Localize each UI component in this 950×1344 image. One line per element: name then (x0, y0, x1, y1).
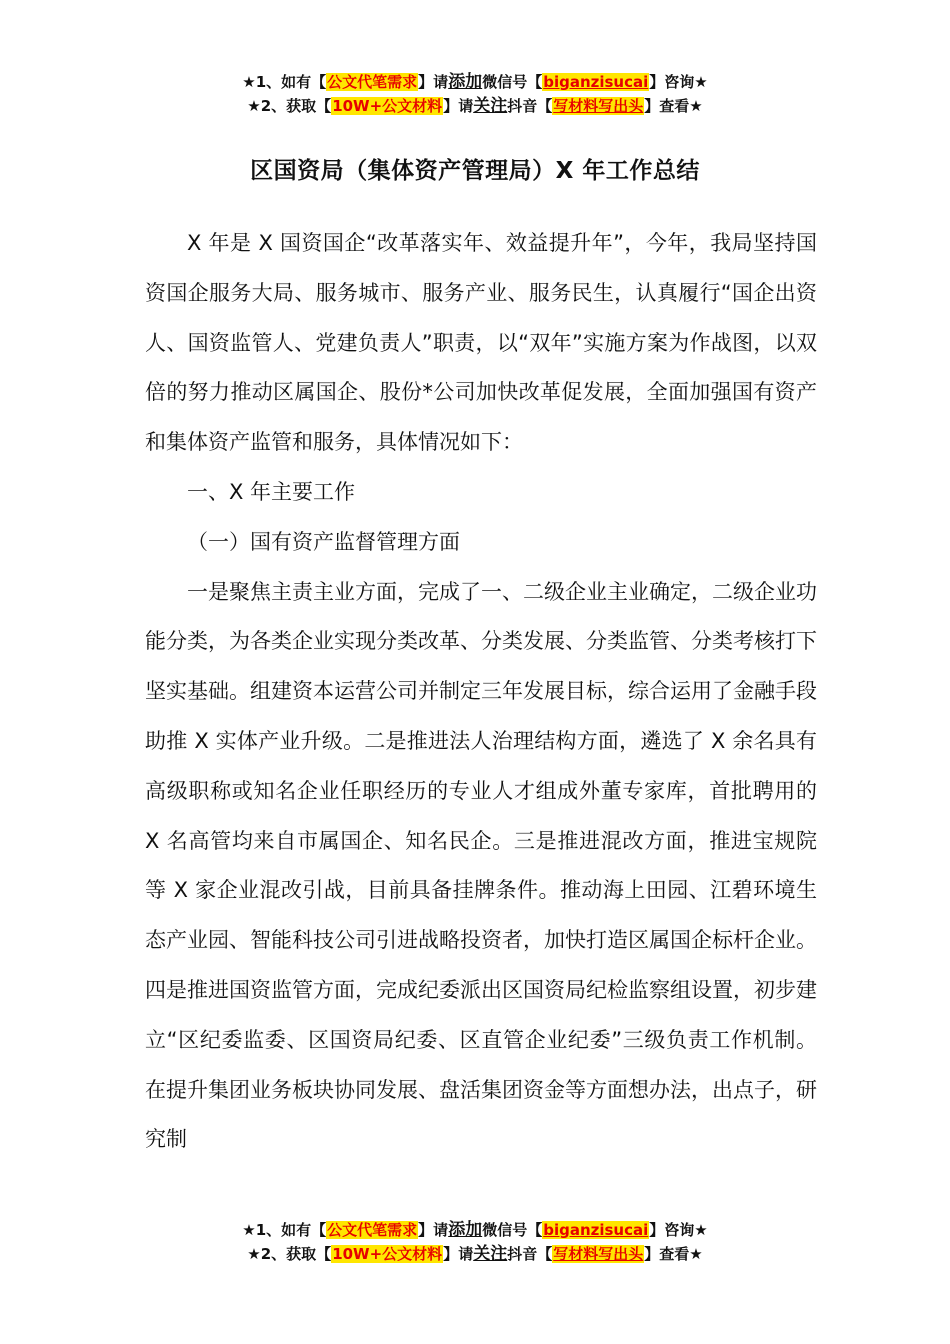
douyin-account: 写材料写出头 (553, 1245, 644, 1263)
section-heading: 一、X 年主要工作 (187, 479, 356, 504)
promo-text: 】咨询 (649, 73, 695, 91)
promo-highlight: 10W+公文材料 (332, 1245, 443, 1263)
document-body (145, 219, 817, 1165)
promo-banner-bottom (0, 1218, 950, 1266)
promo-text: 微信号【 (482, 73, 543, 91)
promo-text: 1、如有【 (255, 1221, 327, 1239)
promo-underline: 添加 (448, 72, 483, 92)
promo-text: 微信号【 (482, 1221, 543, 1239)
promo-text: 1、如有【 (255, 73, 327, 91)
star-icon: ★ (242, 1221, 256, 1239)
promo-text: 抖音【 (507, 97, 553, 115)
promo-highlight: 10W+公文材料 (332, 97, 443, 115)
star-icon: ★ (689, 1245, 703, 1263)
star-icon: ★ (689, 97, 703, 115)
document-title: 区国资局（集体资产管理局）X 年工作总结 (250, 158, 700, 184)
promo-line-2 (0, 94, 950, 118)
promo-highlight: 公文代笔需求 (327, 73, 418, 91)
promo-text: 】查看 (644, 1245, 690, 1263)
promo-text: 2、获取【 (260, 1245, 332, 1263)
douyin-account: 写材料写出头 (553, 97, 644, 115)
promo-line-1 (0, 70, 950, 94)
promo-underline: 关注 (473, 1244, 508, 1264)
promo-text: 】请 (418, 73, 449, 91)
wechat-id: biganzisucai (543, 1221, 649, 1239)
promo-text: 】咨询 (649, 1221, 695, 1239)
promo-text: 】查看 (644, 97, 690, 115)
promo-banner-top (0, 70, 950, 118)
promo-line-2 (0, 1242, 950, 1266)
subsection-heading: （一）国有资产监督管理方面 (187, 529, 460, 554)
star-icon: ★ (694, 1221, 708, 1239)
promo-line-1 (0, 1218, 950, 1242)
promo-underline: 关注 (473, 96, 508, 116)
body-paragraph: 一是聚焦主责主业方面，完成了一、二级企业主业确定，二级企业功能分类，为各类企业实现分类改革、分类发展、分类监管、分类考核打下坚实基础。组建资本运营公司并制定三年发展目标，综合运用了金融手段助推 X 实体产业升级。二是推进法人治理结构方面，遴选了 X 余名具有高级职称或知名企业任职经历的专业人才组成外董专家库，首批聘用的 X 名高管均来自市属国企、知名民企。三是推进混改方面，推进宝规院等 X 家企业混改引战，目前具备挂牌条件。推动海上田园、江碧环境生态产业园、智能科技公司引进战略投资者，加快打造区属国企标杆企业。四是推进国资监管方面，完成纪委派出区国资局纪检监察组设置，初步建立“区纪委监委、区国资局纪委、区直管企业纪委”三级负责工作机制。在提升集团业务板块协同发展、盘活集团资金等方面想办法，出点子，研究制 (145, 579, 817, 1152)
promo-text: 2、获取【 (260, 97, 332, 115)
promo-text: 】请 (418, 1221, 449, 1239)
star-icon: ★ (694, 73, 708, 91)
wechat-id: biganzisucai (543, 73, 649, 91)
promo-text: 】请 (443, 97, 474, 115)
promo-text: 抖音【 (507, 1245, 553, 1263)
promo-text: 】请 (443, 1245, 474, 1263)
star-icon: ★ (242, 73, 256, 91)
promo-underline: 添加 (448, 1220, 483, 1240)
promo-highlight: 公文代笔需求 (327, 1221, 418, 1239)
intro-paragraph: X 年是 X 国资国企“改革落实年、效益提升年”，今年，我局坚持国资国企服务大局、服务城市、服务产业、服务民生，认真履行“国企出资人、国资监管人、党建负责人”职责，以“双年”实施方案为作战图，以双倍的努力推动区属国企、股份*公司加快改革促发展，全面加强国有资产和集体资产监管和服务，具体情况如下： (145, 231, 817, 455)
star-icon: ★ (247, 1245, 261, 1263)
star-icon: ★ (247, 97, 261, 115)
